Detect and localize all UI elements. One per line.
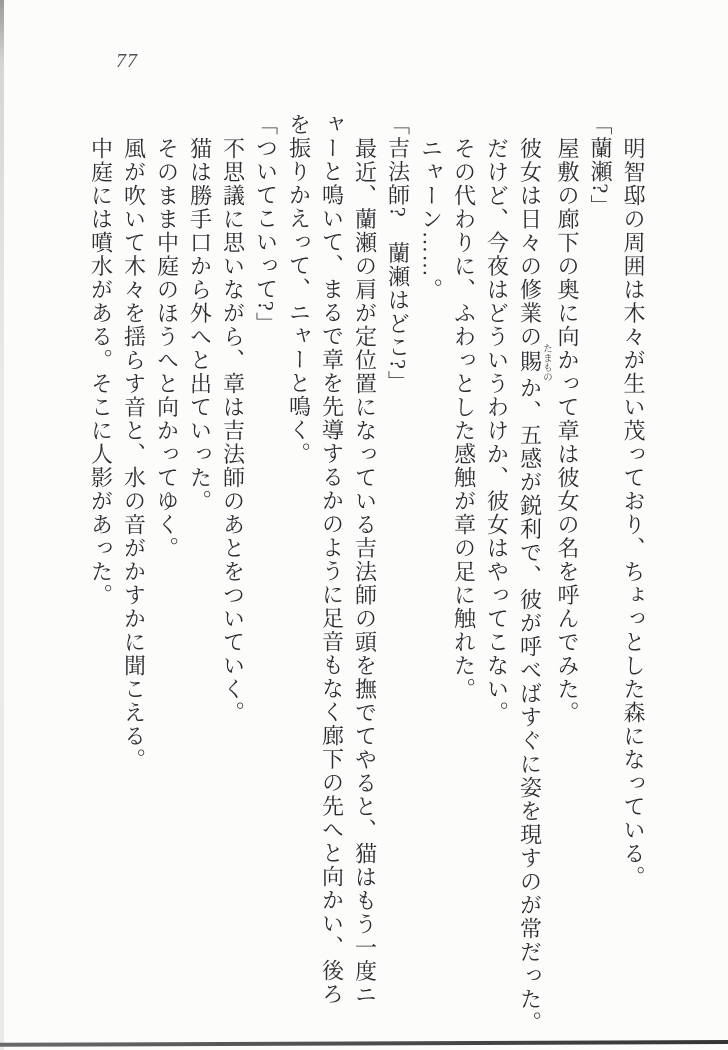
text-column: だけど、今夜はどういうわけか、彼女はやってこない。 bbox=[484, 136, 510, 724]
text-column: 「ついてこいって?」 bbox=[253, 113, 279, 336]
text-column: 「蘭瀬?」 bbox=[588, 113, 613, 219]
text-column: 最近、蘭瀬の肩が定位置になっている吉法師の頭を撫でてやると、猫はもう一度ニ bbox=[352, 136, 378, 1006]
text-column: 彼女は日々の修業の賜たまものか、五感が鋭利で、彼が呼べばすぐに姿を現すのが常だった。 bbox=[517, 136, 551, 1034]
text-column: 屋敷の廊下の奥に向かって章は彼女の名を呼んでみた。 bbox=[555, 136, 580, 724]
text-column: ニャーン……。 bbox=[418, 136, 444, 301]
text-column: を振りかえって、ニャーと鳴く。 bbox=[286, 113, 312, 466]
page-number: 77 bbox=[116, 50, 138, 72]
text-column: 「吉法師? 蘭瀬はどこ?」 bbox=[385, 113, 411, 395]
text-column: ャーと鳴いて、まるで章を先導するかのように足音もなく廊下の先へと向かい、後ろ bbox=[319, 113, 345, 1006]
text-columns bbox=[85, 113, 651, 1034]
text-column: 風が吹いて木々を揺らす音と、水の音がかすかに聞こえる。 bbox=[121, 136, 147, 771]
ruby-annotated-word: 賜たまもの bbox=[517, 343, 551, 381]
text-column: 猫は勝手口から外へと出ていった。 bbox=[187, 136, 213, 513]
text-column: 明智邸の周囲は木々が生い茂っており、ちょっとした森になっている。 bbox=[621, 136, 646, 889]
text-column: そのまま中庭のほうへと向かってゆく。 bbox=[154, 136, 180, 560]
text-column: 中庭には噴水がある。そこに人影があった。 bbox=[88, 136, 114, 607]
page-left-edge-shadow bbox=[0, 0, 4, 1050]
text-column: その代わりに、ふわっとした感触が章の足に触れた。 bbox=[451, 136, 477, 701]
text-column: 不思議に思いながら、章は吉法師のあとをついていく。 bbox=[220, 136, 246, 724]
page-bottom-scan-line bbox=[0, 1040, 728, 1046]
